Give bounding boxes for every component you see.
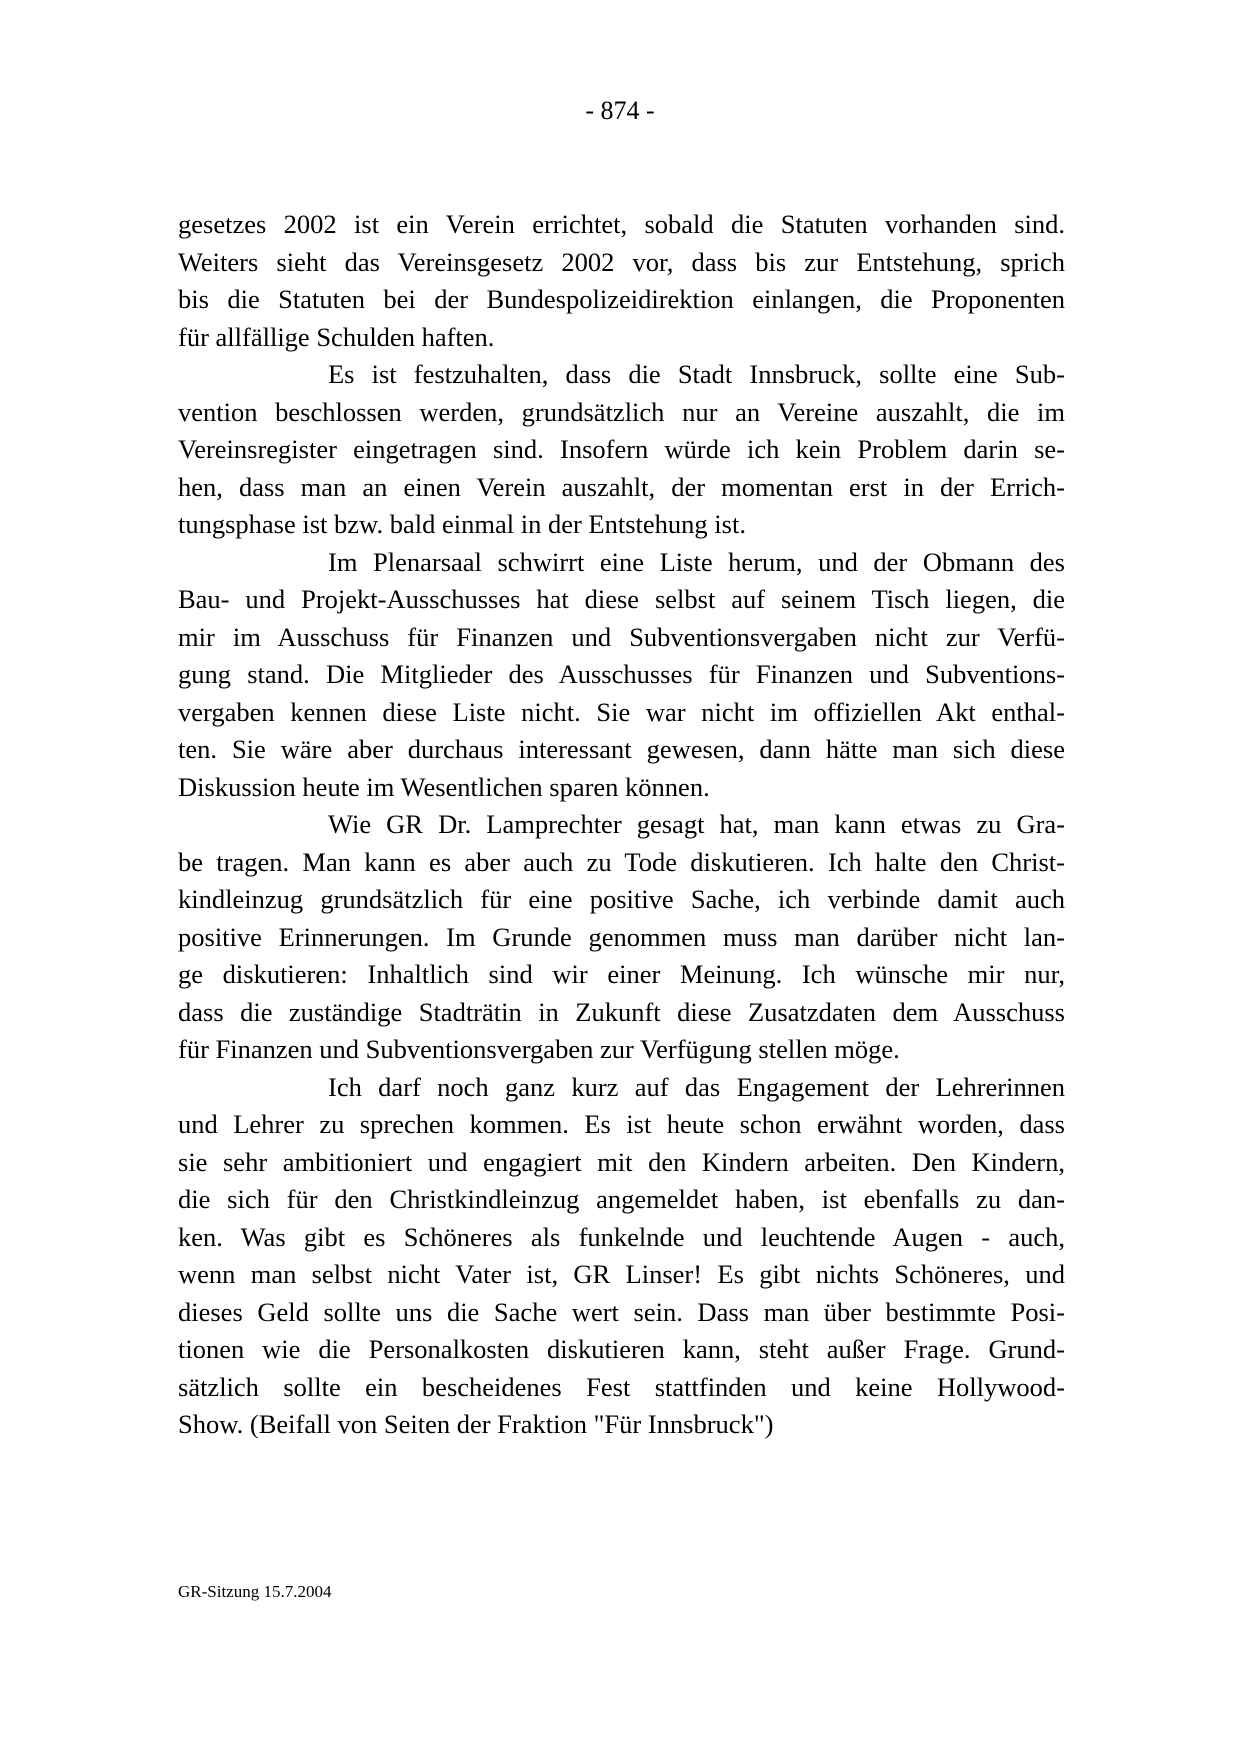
text-line: Es ist festzuhalten, dass die Stadt Innsbruck, sollte eine Sub- (328, 359, 1065, 389)
text-line: Vereinsregister eingetragen sind. Insofern würde ich kein Problem darin se- (178, 434, 1065, 464)
paragraph (178, 1069, 1065, 1444)
text-line: Bau- und Projekt-Ausschusses hat diese selbst auf seinem Tisch liegen, die (178, 584, 1065, 614)
text-line: tungsphase ist bzw. bald einmal in der Entstehung ist. (178, 509, 746, 539)
text-line: gesetzes 2002 ist ein Verein errichtet, sobald die Statuten vorhanden sind. (178, 209, 1065, 239)
text-line: ken. Was gibt es Schöneres als funkelnde und leuchtende Augen - auch, (178, 1221, 1065, 1252)
text-line: tionen wie die Personalkosten diskutieren kann, steht außer Frage. Grund- (178, 1334, 1065, 1364)
text-line: positive Erinnerungen. Im Grunde genommen muss man darüber nicht lan- (178, 921, 1065, 952)
text-line: Im Plenarsaal schwirrt eine Liste herum, und der Obmann des (328, 546, 1065, 577)
text-line: mir im Ausschuss für Finanzen und Subventionsvergaben nicht zur Verfü- (178, 621, 1065, 652)
text-line: hen, dass man an einen Verein auszahlt, der momentan erst in der Errich- (178, 471, 1065, 502)
page-number: - 874 - (585, 96, 655, 125)
text-line: vergaben kennen diese Liste nicht. Sie war nicht im offiziellen Akt enthal- (178, 696, 1065, 727)
text-line: ge diskutieren: Inhaltlich sind wir einer Meinung. Ich wünsche mir nur, (178, 959, 1065, 989)
text-line: wenn man selbst nicht Vater ist, GR Linser! Es gibt nichts Schöneres, und (178, 1259, 1065, 1289)
text-line: Diskussion heute im Wesentlichen sparen können. (178, 771, 710, 802)
text-line: Ich darf noch ganz kurz auf das Engagement der Lehrerinnen (328, 1071, 1065, 1102)
text-line: dieses Geld sollte uns die Sache wert sein. Dass man über bestimmte Posi- (178, 1296, 1065, 1327)
text-line: be tragen. Man kann es aber auch zu Tode diskutieren. Ich halte den Christ- (178, 846, 1065, 877)
text-line: Show. (Beifall von Seiten der Fraktion "Für Innsbruck") (178, 1409, 774, 1439)
paragraph (178, 806, 1065, 1069)
text-line: bis die Statuten bei der Bundespolizeidirektion einlangen, die Proponenten (178, 284, 1065, 314)
document-body (178, 206, 1065, 1444)
paragraph (178, 206, 1065, 356)
text-line: gung stand. Die Mitglieder des Ausschusses für Finanzen und Subventions- (178, 659, 1065, 689)
text-line: die sich für den Christkindleinzug angemeldet haben, ist ebenfalls zu dan- (178, 1184, 1065, 1214)
text-line: sie sehr ambitioniert und engagiert mit den Kindern arbeiten. Den Kindern, (178, 1146, 1065, 1177)
text-line: Wie GR Dr. Lamprechter gesagt hat, man kann etwas zu Gra- (328, 809, 1065, 839)
text-line: vention beschlossen werden, grundsätzlich nur an Vereine auszahlt, die im (178, 396, 1065, 427)
paragraph (178, 544, 1065, 807)
text-line: für allfällige Schulden haften. (178, 321, 495, 352)
text-line: Weiters sieht das Vereinsgesetz 2002 vor, dass bis zur Entstehung, sprich (178, 246, 1065, 277)
text-line: dass die zuständige Stadträtin in Zukunft diese Zusatzdaten dem Ausschuss (178, 996, 1065, 1027)
text-line: und Lehrer zu sprechen kommen. Es ist heute schon erwähnt worden, dass (178, 1109, 1065, 1139)
text-line: ten. Sie wäre aber durchaus interessant gewesen, dann hätte man sich diese (178, 734, 1065, 764)
footer-session-date: GR-Sitzung 15.7.2004 (178, 1582, 332, 1601)
text-line: kindleinzug grundsätzlich für eine positive Sache, ich verbinde damit auch (178, 884, 1065, 914)
paragraph (178, 356, 1065, 544)
text-line: für Finanzen und Subventionsvergaben zur Verfügung stellen möge. (178, 1034, 900, 1064)
text-line: sätzlich sollte ein bescheidenes Fest stattfinden und keine Hollywood- (178, 1371, 1065, 1402)
